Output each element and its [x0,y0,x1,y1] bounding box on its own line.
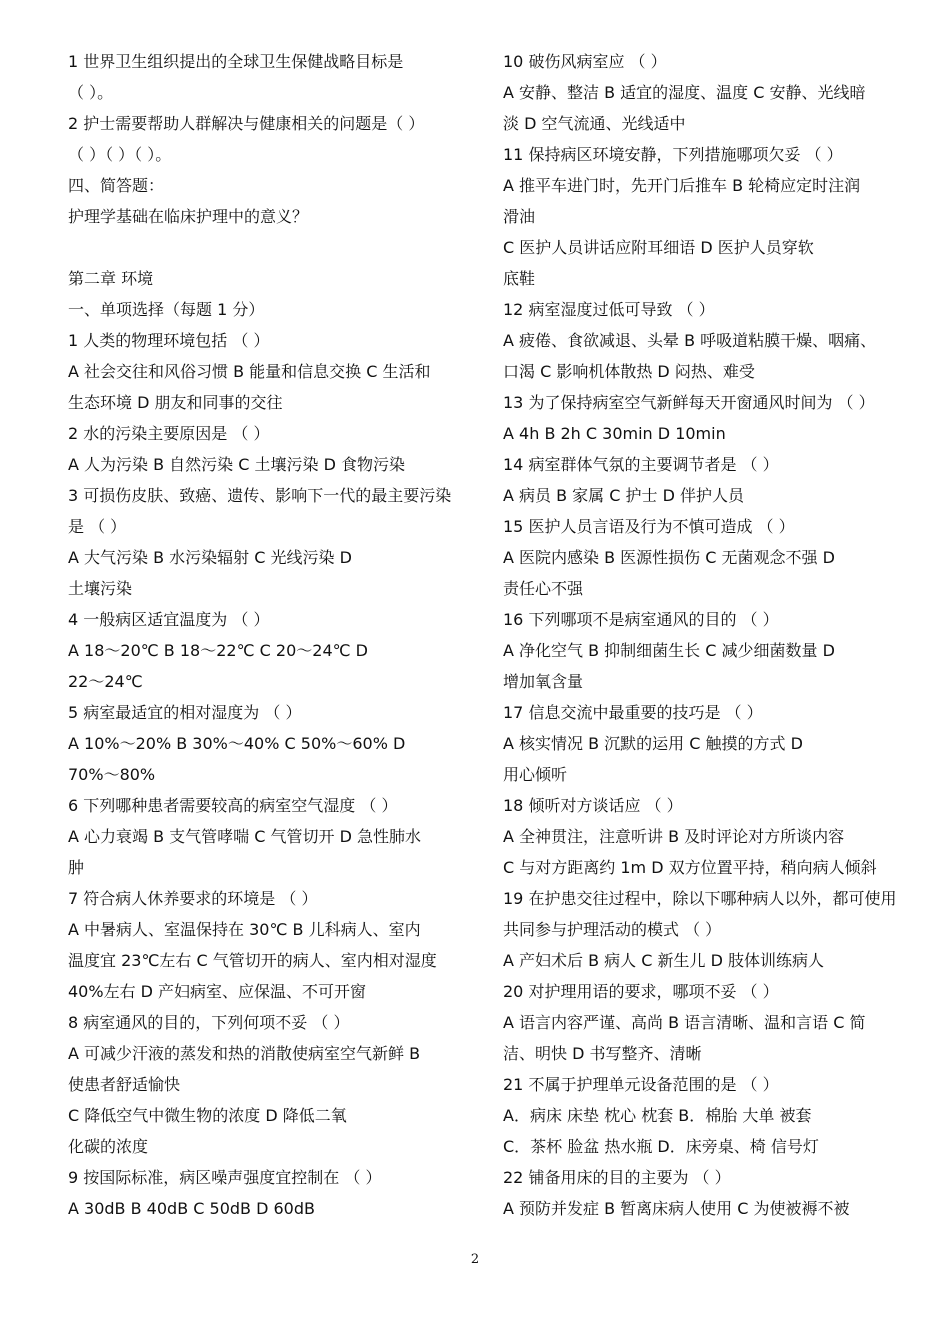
text-line: 12 病室湿度过低可导致 （ ） [503,300,715,319]
text-line: 淡 D 空气流通、光线适中 [503,114,686,133]
text-line: 70%～80% [68,765,156,784]
text-line: A 产妇术后 B 病人 C 新生儿 D 肢体训练病人 [503,951,825,970]
text-line: 13 为了保持病室空气新鲜每天开窗通风时间为 （ ） [503,393,875,412]
text-line: 使患者舒适愉快 [68,1075,181,1094]
text-line: C 降低空气中微生物的浓度 D 降低二氧 [68,1106,347,1125]
text-line: A 18～20℃ B 18～22℃ C 20～24℃ D [68,641,368,660]
text-line: 土壤污染 [68,579,133,598]
text-line: A 30dB B 40dB C 50dB D 60dB [68,1199,315,1218]
text-line: 四、简答题： [68,176,165,195]
text-line: 共同参与护理活动的模式 （ ） [503,920,722,939]
text-line: 3 可损伤皮肤、致癌、遗传、影响下一代的最主要污染 [68,486,452,505]
text-line: 5 病室最适宜的相对湿度为 （ ） [68,703,302,722]
text-line: 15 医护人员言语及行为不慎可造成 （ ） [503,517,795,536]
text-line: 第二章 环境 [68,269,154,288]
text-line: A 医院内感染 B 医源性损伤 C 无菌观念不强 D [503,548,835,567]
text-line: 化碳的浓度 [68,1137,149,1156]
text-line: 是 （ ） [68,517,127,536]
text-line: 22～24℃ [68,672,143,691]
right-column [503,46,911,1224]
text-line: A 可减少汗液的蒸发和热的消散使病室空气新鲜 B [68,1044,421,1063]
text-line: 口渴 C 影响机体散热 D 闷热、难受 [503,362,755,381]
text-line: 8 病室通风的目的，下列何项不妥 （ ） [68,1013,350,1032]
text-line: 滑油 [503,207,536,226]
text-line: A 病员 B 家属 C 护士 D 伴护人员 [503,486,745,505]
text-line: A 10%～20% B 30%～40% C 50%～60% D [68,734,406,753]
text-line: A．病床 床垫 枕心 枕套 B．棉胎 大单 被套 [503,1106,812,1125]
text-line: 用心倾听 [503,765,568,784]
text-line: 一、单项选择（每题 1 分） [68,300,265,319]
text-line: 21 不属于护理单元设备范围的是 （ ） [503,1075,779,1094]
text-line: 4 一般病区适宜温度为 （ ） [68,610,270,629]
text-line: 护理学基础在临床护理中的意义？ [68,207,309,226]
page-number: 2 [470,1252,480,1267]
text-line: 9 按国际标准，病区噪声强度宜控制在 （ ） [68,1168,382,1187]
text-line: A 全神贯注，注意听讲 B 及时评论对方所谈内容 [503,827,845,846]
text-line: 22 铺备用床的目的主要为 （ ） [503,1168,731,1187]
text-line: 7 符合病人休养要求的环境是 （ ） [68,889,318,908]
text-line: A 社会交往和风俗习惯 B 能量和信息交换 C 生活和 [68,362,431,381]
text-line: A 人为污染 B 自然污染 C 土壤污染 D 食物污染 [68,455,406,474]
text-line: C 医护人员讲话应附耳细语 D 医护人员穿软 [503,238,814,257]
text-line: A 大气污染 B 水污染辐射 C 光线污染 D [68,548,352,567]
text-line: C．茶杯 脸盆 热水瓶 D．床旁桌、椅 信号灯 [503,1137,819,1156]
text-line: 16 下列哪项不是病室通风的目的 （ ） [503,610,779,629]
text-line: 18 倾听对方谈话应 （ ） [503,796,683,815]
text-line: 底鞋 [503,269,536,288]
text-line: A 中暑病人、室温保持在 30℃ B 儿科病人、室内 [68,920,421,939]
text-line: 14 病室群体气氛的主要调节者是 （ ） [503,455,779,474]
text-line: A 4h B 2h C 30min D 10min [503,424,726,443]
text-line: 生态环境 D 朋友和同事的交往 [68,393,283,412]
text-line: 肿 [68,858,85,877]
text-line: 10 破伤风病室应 （ ） [503,52,667,71]
text-line: 2 水的污染主要原因是 （ ） [68,424,270,443]
text-line: 19 在护患交往过程中，除以下哪种病人以外，都可使用 [503,889,897,908]
text-line: A 语言内容严谨、高尚 B 语言清晰、温和言语 C 简 [503,1013,866,1032]
text-line: A 心力衰竭 B 支气管哮喘 C 气管切开 D 急性肺水 [68,827,422,846]
text-line: A 净化空气 B 抑制细菌生长 C 减少细菌数量 D [503,641,835,660]
text-line: 20 对护理用语的要求，哪项不妥 （ ） [503,982,779,1001]
text-line: （ ）（ ）（ ）。 [68,145,172,164]
text-line: 温度宜 23℃左右 C 气管切开的病人、室内相对湿度 [68,951,437,970]
text-line: 1 世界卫生组织提出的全球卫生保健战略目标是 [68,52,404,71]
text-line: 40%左右 D 产妇病室、应保温、不可开窗 [68,982,367,1001]
text-line: （ ）。 [68,83,114,102]
text-line: 6 下列哪种患者需要较高的病室空气湿度 （ ） [68,796,398,815]
text-line: A 安静、整洁 B 适宜的湿度、温度 C 安静、光线暗 [503,83,866,102]
text-line: 17 信息交流中最重要的技巧是 （ ） [503,703,763,722]
text-line: A 推平车进门时，先开门后推车 B 轮椅应定时注润 [503,176,861,195]
text-line: 11 保持病区环境安静，下列措施哪项欠妥 （ ） [503,145,843,164]
blank-line [68,232,476,263]
text-line: 责任心不强 [503,579,584,598]
text-line: 1 人类的物理环境包括 （ ） [68,331,270,350]
text-line: A 疲倦、食欲减退、头晕 B 呼吸道粘膜干燥、咽痛、 [503,331,877,350]
text-line: C 与对方距离约 1m D 双方位置平持，稍向病人倾斜 [503,858,877,877]
text-line: 增加氧含量 [503,672,584,691]
text-line: A 预防并发症 B 暂离床病人使用 C 为使被褥不被 [503,1199,850,1218]
left-column [68,46,476,1224]
text-line: A 核实情况 B 沉默的运用 C 触摸的方式 D [503,734,803,753]
text-line: 2 护士需要帮助人群解决与健康相关的问题是（ ） [68,114,425,133]
text-line: 洁、明快 D 书写整齐、清晰 [503,1044,702,1063]
